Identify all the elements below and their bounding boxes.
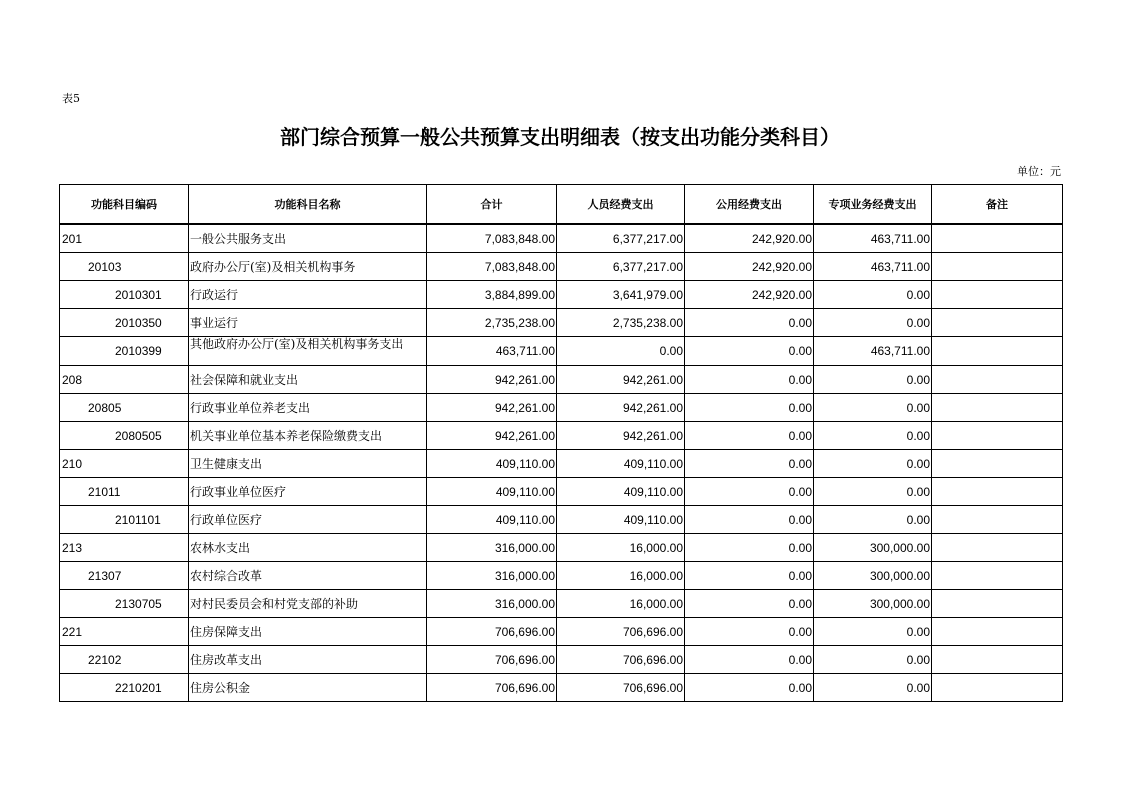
cell-remark xyxy=(932,281,1063,309)
header-name: 功能科目名称 xyxy=(189,185,427,225)
cell-special: 0.00 xyxy=(814,674,932,702)
cell-public: 0.00 xyxy=(685,674,814,702)
unit-label: 单位：元 xyxy=(1017,165,1061,178)
cell-code: 2210201 xyxy=(60,674,189,702)
table-row xyxy=(60,450,1063,478)
cell-total: 706,696.00 xyxy=(427,646,557,674)
cell-personnel: 3,641,979.00 xyxy=(557,281,685,309)
table-row xyxy=(60,337,1063,366)
cell-remark xyxy=(932,394,1063,422)
cell-special: 463,711.00 xyxy=(814,337,932,366)
table-row xyxy=(60,422,1063,450)
cell-total: 463,711.00 xyxy=(427,337,557,366)
cell-public: 242,920.00 xyxy=(685,253,814,281)
cell-public: 0.00 xyxy=(685,618,814,646)
cell-personnel: 409,110.00 xyxy=(557,478,685,506)
cell-special: 0.00 xyxy=(814,618,932,646)
cell-personnel: 409,110.00 xyxy=(557,506,685,534)
cell-name: 行政事业单位医疗 xyxy=(189,478,427,506)
cell-code: 221 xyxy=(60,618,189,646)
cell-personnel: 942,261.00 xyxy=(557,422,685,450)
cell-remark xyxy=(932,224,1063,253)
cell-public: 242,920.00 xyxy=(685,224,814,253)
cell-name: 社会保障和就业支出 xyxy=(189,366,427,394)
cell-remark xyxy=(932,478,1063,506)
cell-remark xyxy=(932,590,1063,618)
table-row xyxy=(60,506,1063,534)
cell-name: 事业运行 xyxy=(189,309,427,337)
cell-special: 300,000.00 xyxy=(814,590,932,618)
table-row xyxy=(60,562,1063,590)
budget-table xyxy=(59,184,1063,702)
table-row xyxy=(60,674,1063,702)
cell-personnel: 706,696.00 xyxy=(557,618,685,646)
cell-total: 316,000.00 xyxy=(427,534,557,562)
table-row xyxy=(60,281,1063,309)
cell-public: 0.00 xyxy=(685,337,814,366)
cell-public: 0.00 xyxy=(685,309,814,337)
cell-code: 201 xyxy=(60,224,189,253)
cell-code: 2080505 xyxy=(60,422,189,450)
cell-total: 942,261.00 xyxy=(427,422,557,450)
table-row xyxy=(60,478,1063,506)
cell-name: 卫生健康支出 xyxy=(189,450,427,478)
cell-personnel: 6,377,217.00 xyxy=(557,253,685,281)
cell-special: 300,000.00 xyxy=(814,562,932,590)
table-row xyxy=(60,309,1063,337)
table-number: 表5 xyxy=(62,92,80,105)
cell-name: 住房保障支出 xyxy=(189,618,427,646)
header-total: 合计 xyxy=(427,185,557,225)
cell-personnel: 706,696.00 xyxy=(557,674,685,702)
cell-special: 0.00 xyxy=(814,422,932,450)
cell-name: 一般公共服务支出 xyxy=(189,224,427,253)
cell-code: 208 xyxy=(60,366,189,394)
cell-personnel: 2,735,238.00 xyxy=(557,309,685,337)
cell-public: 0.00 xyxy=(685,394,814,422)
cell-name: 机关事业单位基本养老保险缴费支出 xyxy=(189,422,427,450)
cell-name: 行政单位医疗 xyxy=(189,506,427,534)
cell-code: 2010399 xyxy=(60,337,189,366)
cell-personnel: 6,377,217.00 xyxy=(557,224,685,253)
cell-special: 0.00 xyxy=(814,450,932,478)
cell-special: 0.00 xyxy=(814,366,932,394)
cell-total: 942,261.00 xyxy=(427,394,557,422)
cell-total: 409,110.00 xyxy=(427,478,557,506)
cell-name: 农林水支出 xyxy=(189,534,427,562)
cell-remark xyxy=(932,534,1063,562)
cell-public: 0.00 xyxy=(685,646,814,674)
cell-public: 0.00 xyxy=(685,366,814,394)
cell-personnel: 0.00 xyxy=(557,337,685,366)
cell-personnel: 942,261.00 xyxy=(557,394,685,422)
cell-remark xyxy=(932,253,1063,281)
cell-remark xyxy=(932,674,1063,702)
cell-name: 行政事业单位养老支出 xyxy=(189,394,427,422)
cell-total: 942,261.00 xyxy=(427,366,557,394)
cell-special: 0.00 xyxy=(814,394,932,422)
cell-special: 0.00 xyxy=(814,309,932,337)
cell-total: 7,083,848.00 xyxy=(427,224,557,253)
cell-code: 21307 xyxy=(60,562,189,590)
table-row xyxy=(60,394,1063,422)
cell-personnel: 942,261.00 xyxy=(557,366,685,394)
cell-public: 0.00 xyxy=(685,506,814,534)
cell-code: 2101101 xyxy=(60,506,189,534)
table-row xyxy=(60,618,1063,646)
cell-code: 210 xyxy=(60,450,189,478)
cell-remark xyxy=(932,506,1063,534)
cell-public: 0.00 xyxy=(685,478,814,506)
cell-special: 0.00 xyxy=(814,646,932,674)
cell-name: 政府办公厅(室)及相关机构事务 xyxy=(189,253,427,281)
cell-personnel: 16,000.00 xyxy=(557,534,685,562)
cell-code: 21011 xyxy=(60,478,189,506)
cell-name: 其他政府办公厅(室)及相关机构事务支出 xyxy=(189,337,427,366)
cell-total: 316,000.00 xyxy=(427,590,557,618)
cell-code: 2010350 xyxy=(60,309,189,337)
cell-public: 0.00 xyxy=(685,534,814,562)
cell-special: 0.00 xyxy=(814,478,932,506)
cell-public: 0.00 xyxy=(685,562,814,590)
cell-total: 706,696.00 xyxy=(427,618,557,646)
cell-public: 0.00 xyxy=(685,422,814,450)
cell-remark xyxy=(932,646,1063,674)
cell-remark xyxy=(932,422,1063,450)
table-row xyxy=(60,224,1063,253)
cell-name: 住房改革支出 xyxy=(189,646,427,674)
cell-code: 213 xyxy=(60,534,189,562)
cell-code: 20103 xyxy=(60,253,189,281)
cell-personnel: 16,000.00 xyxy=(557,562,685,590)
table-row xyxy=(60,534,1063,562)
cell-total: 316,000.00 xyxy=(427,562,557,590)
cell-name: 农村综合改革 xyxy=(189,562,427,590)
cell-public: 0.00 xyxy=(685,450,814,478)
cell-remark xyxy=(932,618,1063,646)
header-public: 公用经费支出 xyxy=(685,185,814,225)
cell-code: 22102 xyxy=(60,646,189,674)
header-row xyxy=(60,185,1063,225)
table-row xyxy=(60,590,1063,618)
cell-remark xyxy=(932,562,1063,590)
cell-total: 409,110.00 xyxy=(427,506,557,534)
header-personnel: 人员经费支出 xyxy=(557,185,685,225)
cell-total: 2,735,238.00 xyxy=(427,309,557,337)
cell-special: 0.00 xyxy=(814,281,932,309)
cell-name: 行政运行 xyxy=(189,281,427,309)
cell-special: 463,711.00 xyxy=(814,224,932,253)
cell-remark xyxy=(932,309,1063,337)
table-row xyxy=(60,253,1063,281)
cell-personnel: 16,000.00 xyxy=(557,590,685,618)
cell-special: 0.00 xyxy=(814,506,932,534)
table-row xyxy=(60,366,1063,394)
cell-total: 409,110.00 xyxy=(427,450,557,478)
cell-code: 2010301 xyxy=(60,281,189,309)
cell-total: 3,884,899.00 xyxy=(427,281,557,309)
cell-remark xyxy=(932,366,1063,394)
cell-special: 463,711.00 xyxy=(814,253,932,281)
cell-total: 706,696.00 xyxy=(427,674,557,702)
cell-personnel: 706,696.00 xyxy=(557,646,685,674)
cell-personnel: 409,110.00 xyxy=(557,450,685,478)
cell-special: 300,000.00 xyxy=(814,534,932,562)
cell-name: 住房公积金 xyxy=(189,674,427,702)
header-remark: 备注 xyxy=(932,185,1063,225)
page-title: 部门综合预算一般公共预算支出明细表（按支出功能分类科目） xyxy=(280,125,840,149)
header-special: 专项业务经费支出 xyxy=(814,185,932,225)
header-code: 功能科目编码 xyxy=(60,185,189,225)
cell-remark xyxy=(932,450,1063,478)
cell-name: 对村民委员会和村党支部的补助 xyxy=(189,590,427,618)
cell-code: 2130705 xyxy=(60,590,189,618)
table-row xyxy=(60,646,1063,674)
cell-total: 7,083,848.00 xyxy=(427,253,557,281)
cell-public: 242,920.00 xyxy=(685,281,814,309)
cell-public: 0.00 xyxy=(685,590,814,618)
cell-remark xyxy=(932,337,1063,366)
cell-code: 20805 xyxy=(60,394,189,422)
